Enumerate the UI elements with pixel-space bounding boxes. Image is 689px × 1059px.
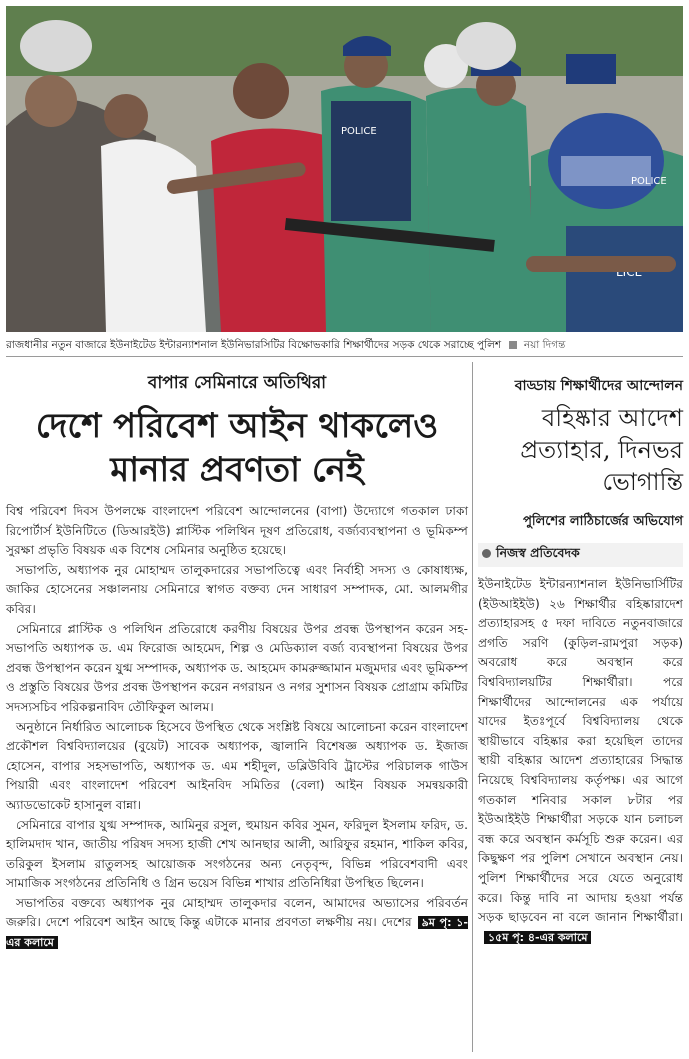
- right-article: [478, 362, 683, 947]
- right-headline: [478, 402, 683, 498]
- left-paragraph-last: [6, 894, 468, 953]
- bullet-dot-icon: [482, 549, 491, 558]
- left-article: [6, 362, 468, 953]
- protest-photo-icon: [6, 6, 683, 332]
- news-photo: [6, 6, 683, 332]
- left-paragraph: সেমিনারে প্লাস্টিক ও পলিথিন প্রতিরোধে করণীয় বিষয়ের উপর প্রবন্ধ উপস্থাপন করেন সহ-সভাপতি অধ্যাপক ড. এম ফিরোজ আহমেদ, শিল্প ও মেডিক্যাল বর্জ্য ব্যবস্থাপনা বিষয়ের উপর প্রবন্ধ উপস্থাপন করেন যুগ্ম সম্পাদক, অধ্যাপক ড. আহমেদ কামরুজ্জামান মজুমদার এবং ভূমিকম্প ও প্রস্তুতি বিষয়ের উপর প্রবন্ধ উপস্থাপন করেন নগরায়ন ও নগর সুশাসন বিষয়ক প্রোগ্রাম কমিটির সদস্যসচিব পরিকল্পনাবিদ তৌফিকুল আলম।: [6, 621, 468, 714]
- left-paragraph: অনুষ্ঠানে নির্ধারিত আলোচক হিসেবে উপস্থিত থেকে সংশ্লিষ্ট বিষয়ে আলোচনা করেন বাংলাদেশ প্রকৌশল বিশ্ববিদ্যালয়ের (বুয়েট) সাবেক অধ্যাপক, জ্বালানি বিশেষজ্ঞ অধ্যাপক ড. ইজাজ হোসেন, বাপার সহসভাপতি, অধ্যাপক ড. এম শহীদুল, ডব্লিউবিবি ট্রাস্টের পরিচালক গাউস পিয়ারী এবং বাংলাদেশ পরিবেশ আইনবিদ সমিতির (বেলা) আইন বিষয়ক সমন্বয়কারী অ্যাডভোকেট হাসানুল বান্না।: [6, 719, 468, 812]
- left-kicker: বাপার সেমিনারে অতিথিরা: [147, 373, 327, 393]
- left-paragraph-text: সভাপতির বক্তব্যে অধ্যাপক নুর মোহাম্মদ তালুকদার বলেন, আমাদের অভ্যাসের পরিবর্তন জরুরি। দেশে পরিবেশ আইন আছে কিন্তু এটাকে মানার প্রবণতা লক্ষণীয় নয়। দেশের: [6, 895, 468, 930]
- left-paragraph: সভাপতি, অধ্যাপক নুর মোহাম্মদ তালুকদারের সভাপতিত্বে এবং নির্বাহী সদস্য ও কোষাধ্যক্ষ, জাকির হোসেনের সঞ্চালনায় সেমিনারে স্বাগত বক্তব্য দেন সাধারণ সম্পাদক, মো. আলমগীর কবির।: [6, 562, 468, 616]
- right-continuation: ১৫ম পৃ: ৪-এর কলামে: [484, 931, 591, 944]
- vest-label: POLICE: [341, 126, 377, 137]
- right-paragraph: [478, 575, 683, 947]
- caption-source: নয়া দিগন্ত: [523, 339, 566, 351]
- right-subhead: পুলিশের লাঠিচার্জের অভিযোগ: [523, 514, 683, 529]
- left-paragraph: বিশ্ব পরিবেশ দিবস উপলক্ষে বাংলাদেশ পরিবেশ আন্দোলনের (বাপা) উদ্যোগে গতকাল ঢাকা রিপোর্টার্স ইউনিটিতে (ডিআরইউ) প্লাস্টিক পলিথিন দূষণ প্রতিরোধ, বর্জ্যব্যবস্থাপনা ও ভূমিকম্প সুরক্ষা প্রভৃতি বিষয়ক এক বিশেষ সেমিনার অনুষ্ঠিত হয়েছে।: [6, 504, 468, 558]
- right-paragraph-text: ইউনাইটেড ইন্টারন্যাশনাল ইউনিভার্সিটির (ইউআইইউ) ২৬ শিক্ষার্থীর বহিষ্কারাদেশ প্রত্যাহারসহ ৫ দফা দাবিতে নতুনবাজারে প্রগতি সরণি (কুড়িল-রামপুরা সড়ক) অবরোধ করে অবস্থান করে বিশ্ববিদ্যালয়টির শিক্ষার্থীরা। পরে শিক্ষার্থীদের আন্দোলনের এক পর্যায়ে যাদের ইতঃপূর্বে বিশ্ববিদ্যালয় থেকে স্থায়ীভাবে বহিষ্কার করা হয়েছিল তাদের স্থায়ী বহিষ্কার আদেশ প্রত্যাহারের সিদ্ধান্ত নিয়েছে বিশ্ববিদ্যালয় কর্তৃপক্ষ। এর আগে গতকাল শনিবার সকাল ৮টার পর ইউআইইউ শিক্ষার্থীরা সড়কে যান চলাচল বন্ধ করে অবস্থান কর্মসূচি শুরু করেন। এর কিছুক্ষণ পর পুলিশ সেখানে অবস্থান নেয়। পুলিশ শিক্ষার্থীদের সরে যেতে অনুরোধ করে। কিন্তু দাবি না আদায় হওয়া পর্যন্ত সড়ক ছাড়বেন না বলে জানান শিক্ষার্থীরা।: [478, 577, 683, 925]
- right-headline-line2: প্রত্যাহার, দিনভর: [520, 436, 683, 464]
- left-headline: [6, 404, 468, 492]
- helmet-label: POLICE: [631, 176, 667, 187]
- square-bullet-icon: [509, 341, 517, 349]
- right-kicker: বাড্ডায় শিক্ষার্থীদের আন্দোলন: [514, 378, 683, 394]
- left-paragraph: সেমিনারে বাপার যুগ্ম সম্পাদক, আমিনুর রসুল, হুমায়ন কবির সুমন, ফরিদুল ইসলাম ফরিদ, ড. হালিমদাদ খান, জাতীয় পরিষদ সদস্য হাজী শেখ আনছার আলী, আরিফুর রহমান, শাকিল কবির, তরিকুল ইসলাম রাতুলসহ আয়োজক সংগঠনের অন্য নেতৃবৃন্দ, বিভিন্ন পরিবেশবাদী এবং সামাজিক সংগঠনের প্রতিনিধি ও গ্রিন ভয়েস বিভিন্ন শাখার প্রতিনিধিরা উপস্থিত ছিলেন।: [6, 817, 468, 891]
- left-continuation: ৯ম পৃ: ১-এর কলামে: [6, 916, 468, 950]
- photo-caption: [6, 334, 683, 357]
- right-headline-line1: বহিষ্কার আদেশ: [541, 404, 683, 432]
- left-headline-line2: মানার প্রবণতা নেই: [110, 450, 364, 490]
- left-headline-line1: দেশে পরিবেশ আইন থাকলেও: [35, 406, 439, 446]
- caption-text: রাজধানীর নতুন বাজারে ইউনাইটেড ইন্টারন্যাশনাল ইউনিভারসিটির বিক্ষোভকারি শিক্ষার্থীদের সড়ক থেকে সরাচ্ছে পুলিশ: [6, 339, 502, 351]
- right-headline-line3: ভোগান্তি: [602, 468, 683, 496]
- column-divider: [472, 362, 473, 1052]
- byline: [478, 543, 683, 567]
- right-article-body: [478, 575, 683, 947]
- byline-text: নিজস্ব প্রতিবেদক: [496, 545, 580, 560]
- left-article-body: [6, 502, 468, 953]
